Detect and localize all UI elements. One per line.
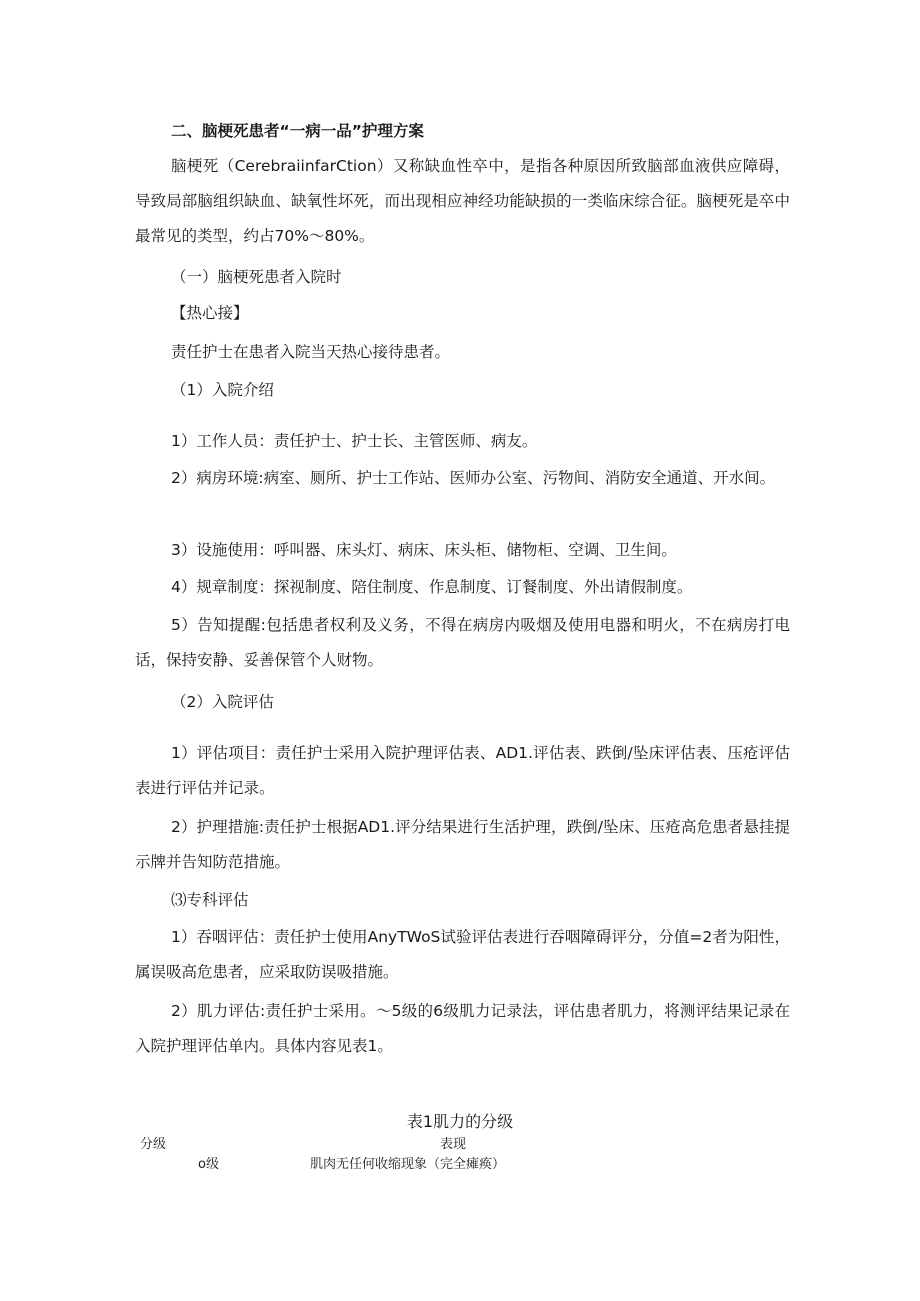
part1-item-3: 3）设施使用：呼叫器、床头灯、病床、床头柜、储物柜、空调、卫生间。 bbox=[171, 541, 677, 559]
part1-item-2: 2）病房环境:病室、厕所、护士工作站、医师办公室、污物间、消防安全通道、开水间。 bbox=[171, 469, 776, 487]
table-cell-description: 肌肉无任何收缩现象（完全瘫痪） bbox=[310, 1157, 506, 1172]
reception-paragraph: 责任护士在患者入院当天热心接待患者。 bbox=[171, 343, 451, 361]
bracket-title: 【热心接】 bbox=[171, 304, 249, 322]
part3-item-2: 2）肌力评估:责任护士采用。～5级的6级肌力记录法，评估患者肌力，将测评结果记录在入院护理评估单内。具体内容见表1。 bbox=[135, 1002, 790, 1055]
part2-title: （2）入院评估 bbox=[171, 693, 274, 711]
subsection-title: （一）脑梗死患者入院时 bbox=[171, 268, 342, 286]
part1-title: （1）入院介绍 bbox=[171, 381, 274, 399]
table-cell-grade: o级 bbox=[198, 1157, 219, 1172]
table-header-description: 表现 bbox=[440, 1137, 467, 1152]
part1-item-4: 4）规章制度：探视制度、陪住制度、作息制度、订餐制度、外出请假制度。 bbox=[171, 578, 693, 596]
part1-item-1: 1）工作人员：责任护士、护士长、主管医师、病友。 bbox=[171, 432, 538, 450]
part3-item-1: 1）吞咽评估：责任护士使用AnyTWoS试验评估表进行吞咽障碍评分，分值=2者为阳性，属误吸高危患者，应采取防误吸措施。 bbox=[135, 928, 790, 981]
table-header-grade: 分级 bbox=[140, 1137, 167, 1152]
part3-title: ⑶专科评估 bbox=[171, 891, 249, 909]
part1-item-5: 5）告知提醒:包括患者权利及义务，不得在病房内吸烟及使用电器和明火，不在病房打电话，保持安静、妥善保管个人财物。 bbox=[135, 616, 790, 669]
table-caption: 表1肌力的分级 bbox=[406, 1112, 514, 1131]
intro-paragraph: 脑梗死（CerebraiinfarCtion）又称缺血性卒中，是指各种原因所致脑部血液供应障碍，导致局部脑组织缺血、缺氧性坏死，而出现相应神经功能缺损的一类临床综合征。脑梗死是卒中最常见的类型，约占70%～80%。 bbox=[135, 157, 790, 245]
part2-item-1: 1）评估项目：责任护士采用入院护理评估表、AD1.评估表、跌倒/坠床评估表、压疮评估表进行评估并记录。 bbox=[135, 744, 790, 797]
section-title: 二、脑梗死患者“一病一品”护理方案 bbox=[171, 122, 424, 140]
part2-item-2: 2）护理措施:责任护士根据AD1.评分结果进行生活护理，跌倒/坠床、压疮高危患者悬挂提示牌并告知防范措施。 bbox=[135, 818, 790, 871]
